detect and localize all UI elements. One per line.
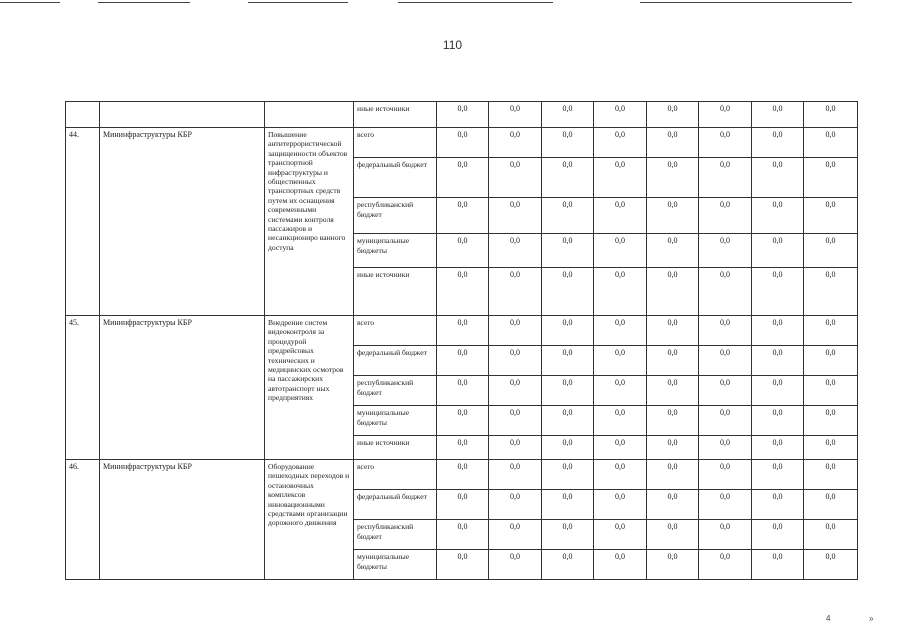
- value-cell: 0,0: [542, 460, 594, 490]
- value-cell: 0,0: [437, 128, 489, 158]
- value-cell: 0,0: [752, 102, 804, 128]
- value-cell: 0,0: [489, 406, 542, 436]
- value-cell: 0,0: [594, 234, 647, 268]
- value-cell: 0,0: [489, 460, 542, 490]
- value-cell: 0,0: [647, 346, 699, 376]
- value-cell: 0,0: [437, 316, 489, 346]
- value-cell: 0,0: [752, 316, 804, 346]
- value-cell: 0,0: [437, 406, 489, 436]
- row-number: 46.: [66, 460, 100, 580]
- funding-source-label: муниципальные бюджеты: [354, 406, 437, 436]
- funding-source-label: республиканский бюджет: [354, 198, 437, 234]
- funding-source-label: федеральный бюджет: [354, 346, 437, 376]
- value-cell: 0,0: [752, 128, 804, 158]
- funding-source-label: муниципальные бюджеты: [354, 550, 437, 580]
- value-cell: 0,0: [647, 406, 699, 436]
- value-cell: 0,0: [437, 198, 489, 234]
- value-cell: 0,0: [647, 436, 699, 460]
- row-number: 44.: [66, 128, 100, 316]
- budget-table: [65, 101, 858, 580]
- value-cell: 0,0: [594, 128, 647, 158]
- value-cell: 0,0: [804, 436, 858, 460]
- value-cell: 0,0: [752, 490, 804, 520]
- value-cell: 0,0: [437, 102, 489, 128]
- table-row: [66, 460, 858, 490]
- value-cell: 0,0: [804, 268, 858, 316]
- value-cell: 0,0: [804, 102, 858, 128]
- value-cell: 0,0: [699, 520, 752, 550]
- value-cell: 0,0: [804, 520, 858, 550]
- funding-source-label: иные источники: [354, 268, 437, 316]
- value-cell: 0,0: [804, 550, 858, 580]
- row-number: 45.: [66, 316, 100, 460]
- scan-top-rule: [248, 2, 348, 3]
- value-cell: 0,0: [699, 406, 752, 436]
- value-cell: 0,0: [594, 316, 647, 346]
- value-cell: 0,0: [489, 102, 542, 128]
- value-cell: 0,0: [594, 436, 647, 460]
- value-cell: 0,0: [752, 406, 804, 436]
- executor-cell: [100, 102, 265, 128]
- value-cell: 0,0: [699, 490, 752, 520]
- funding-source-label: всего: [354, 128, 437, 158]
- value-cell: 0,0: [647, 520, 699, 550]
- value-cell: 0,0: [437, 460, 489, 490]
- value-cell: 0,0: [647, 550, 699, 580]
- value-cell: 0,0: [647, 102, 699, 128]
- value-cell: 0,0: [752, 198, 804, 234]
- value-cell: 0,0: [594, 158, 647, 198]
- value-cell: 0,0: [647, 376, 699, 406]
- value-cell: 0,0: [699, 550, 752, 580]
- value-cell: 0,0: [699, 158, 752, 198]
- value-cell: 0,0: [594, 550, 647, 580]
- value-cell: 0,0: [699, 198, 752, 234]
- activity-cell: Повышение антитеррористической защищенности объектов транспортной инфраструктуры и общественных транспортных средств путем их оснащения современными системами контроля пассажиров и несанкциониро ванного доступа: [265, 128, 354, 316]
- value-cell: 0,0: [699, 268, 752, 316]
- funding-source-label: федеральный бюджет: [354, 490, 437, 520]
- value-cell: 0,0: [752, 550, 804, 580]
- value-cell: 0,0: [804, 158, 858, 198]
- value-cell: 0,0: [699, 316, 752, 346]
- table-row: [66, 102, 858, 128]
- value-cell: 0,0: [752, 376, 804, 406]
- value-cell: 0,0: [594, 346, 647, 376]
- value-cell: 0,0: [699, 234, 752, 268]
- value-cell: 0,0: [489, 234, 542, 268]
- value-cell: 0,0: [699, 436, 752, 460]
- value-cell: 0,0: [542, 550, 594, 580]
- value-cell: 0,0: [437, 490, 489, 520]
- value-cell: 0,0: [542, 346, 594, 376]
- value-cell: 0,0: [804, 376, 858, 406]
- value-cell: 0,0: [804, 198, 858, 234]
- value-cell: 0,0: [594, 490, 647, 520]
- value-cell: 0,0: [699, 102, 752, 128]
- value-cell: 0,0: [437, 376, 489, 406]
- value-cell: 0,0: [542, 520, 594, 550]
- value-cell: 0,0: [804, 490, 858, 520]
- funding-source-label: республиканский бюджет: [354, 376, 437, 406]
- executor-cell: Мининфраструктуры КБР: [100, 128, 265, 316]
- value-cell: 0,0: [489, 346, 542, 376]
- funding-source-label: иные источники: [354, 436, 437, 460]
- value-cell: 0,0: [699, 128, 752, 158]
- value-cell: 0,0: [542, 316, 594, 346]
- value-cell: 0,0: [752, 436, 804, 460]
- value-cell: 0,0: [542, 102, 594, 128]
- value-cell: 0,0: [804, 234, 858, 268]
- value-cell: 0,0: [752, 268, 804, 316]
- value-cell: 0,0: [647, 490, 699, 520]
- value-cell: 0,0: [594, 520, 647, 550]
- funding-source-label: муниципальные бюджеты: [354, 234, 437, 268]
- table-row: [66, 316, 858, 346]
- funding-source-label: всего: [354, 460, 437, 490]
- value-cell: 0,0: [594, 198, 647, 234]
- value-cell: 0,0: [542, 128, 594, 158]
- value-cell: 0,0: [647, 268, 699, 316]
- activity-cell: Оборудование пешеходных переходов и остановочных комплексов инновационными средствами организации дорожного движения: [265, 460, 354, 580]
- value-cell: 0,0: [647, 460, 699, 490]
- value-cell: 0,0: [594, 406, 647, 436]
- scan-top-rule: [0, 2, 60, 3]
- value-cell: 0,0: [489, 158, 542, 198]
- value-cell: 0,0: [804, 406, 858, 436]
- value-cell: 0,0: [542, 376, 594, 406]
- value-cell: 0,0: [437, 436, 489, 460]
- value-cell: 0,0: [542, 234, 594, 268]
- value-cell: 0,0: [489, 268, 542, 316]
- activity-cell: [265, 102, 354, 128]
- value-cell: 0,0: [647, 198, 699, 234]
- value-cell: 0,0: [542, 158, 594, 198]
- value-cell: 0,0: [752, 346, 804, 376]
- page-number: 110: [442, 38, 463, 52]
- row-number: [66, 102, 100, 128]
- value-cell: 0,0: [542, 490, 594, 520]
- value-cell: 0,0: [437, 234, 489, 268]
- value-cell: 0,0: [699, 376, 752, 406]
- value-cell: 0,0: [752, 234, 804, 268]
- value-cell: 0,0: [437, 520, 489, 550]
- value-cell: 0,0: [699, 460, 752, 490]
- value-cell: 0,0: [752, 158, 804, 198]
- funding-source-label: иные источники: [354, 102, 437, 128]
- funding-source-label: всего: [354, 316, 437, 346]
- footer-mark-right: »: [869, 614, 874, 623]
- value-cell: 0,0: [489, 436, 542, 460]
- value-cell: 0,0: [437, 158, 489, 198]
- budget-table-body: [66, 102, 858, 580]
- value-cell: 0,0: [594, 268, 647, 316]
- value-cell: 0,0: [542, 198, 594, 234]
- footer-mark-left: 4: [826, 614, 831, 623]
- executor-cell: Мининфраструктуры КБР: [100, 460, 265, 580]
- value-cell: 0,0: [699, 346, 752, 376]
- value-cell: 0,0: [542, 268, 594, 316]
- executor-cell: Мининфраструктуры КБР: [100, 316, 265, 460]
- value-cell: 0,0: [647, 234, 699, 268]
- value-cell: 0,0: [647, 158, 699, 198]
- value-cell: 0,0: [437, 550, 489, 580]
- value-cell: 0,0: [489, 316, 542, 346]
- value-cell: 0,0: [594, 460, 647, 490]
- value-cell: 0,0: [489, 128, 542, 158]
- value-cell: 0,0: [647, 128, 699, 158]
- value-cell: 0,0: [542, 406, 594, 436]
- value-cell: 0,0: [489, 520, 542, 550]
- value-cell: 0,0: [489, 550, 542, 580]
- scan-top-rule: [98, 2, 190, 3]
- value-cell: 0,0: [752, 460, 804, 490]
- value-cell: 0,0: [489, 376, 542, 406]
- value-cell: 0,0: [437, 268, 489, 316]
- value-cell: 0,0: [594, 376, 647, 406]
- value-cell: 0,0: [804, 460, 858, 490]
- value-cell: 0,0: [489, 198, 542, 234]
- activity-cell: Внедрение систем видеоконтроля за процедурой предрейсовых технических и медицинских осмотров на пассажирских автотранспорт ных предприятиях: [265, 316, 354, 460]
- funding-source-label: федеральный бюджет: [354, 158, 437, 198]
- value-cell: 0,0: [594, 102, 647, 128]
- value-cell: 0,0: [542, 436, 594, 460]
- scan-top-rule: [640, 2, 852, 3]
- value-cell: 0,0: [489, 490, 542, 520]
- value-cell: 0,0: [437, 346, 489, 376]
- value-cell: 0,0: [804, 128, 858, 158]
- table-row: [66, 128, 858, 158]
- value-cell: 0,0: [752, 520, 804, 550]
- scan-top-rule: [398, 2, 553, 3]
- value-cell: 0,0: [647, 316, 699, 346]
- funding-source-label: республиканский бюджет: [354, 520, 437, 550]
- value-cell: 0,0: [804, 316, 858, 346]
- value-cell: 0,0: [804, 346, 858, 376]
